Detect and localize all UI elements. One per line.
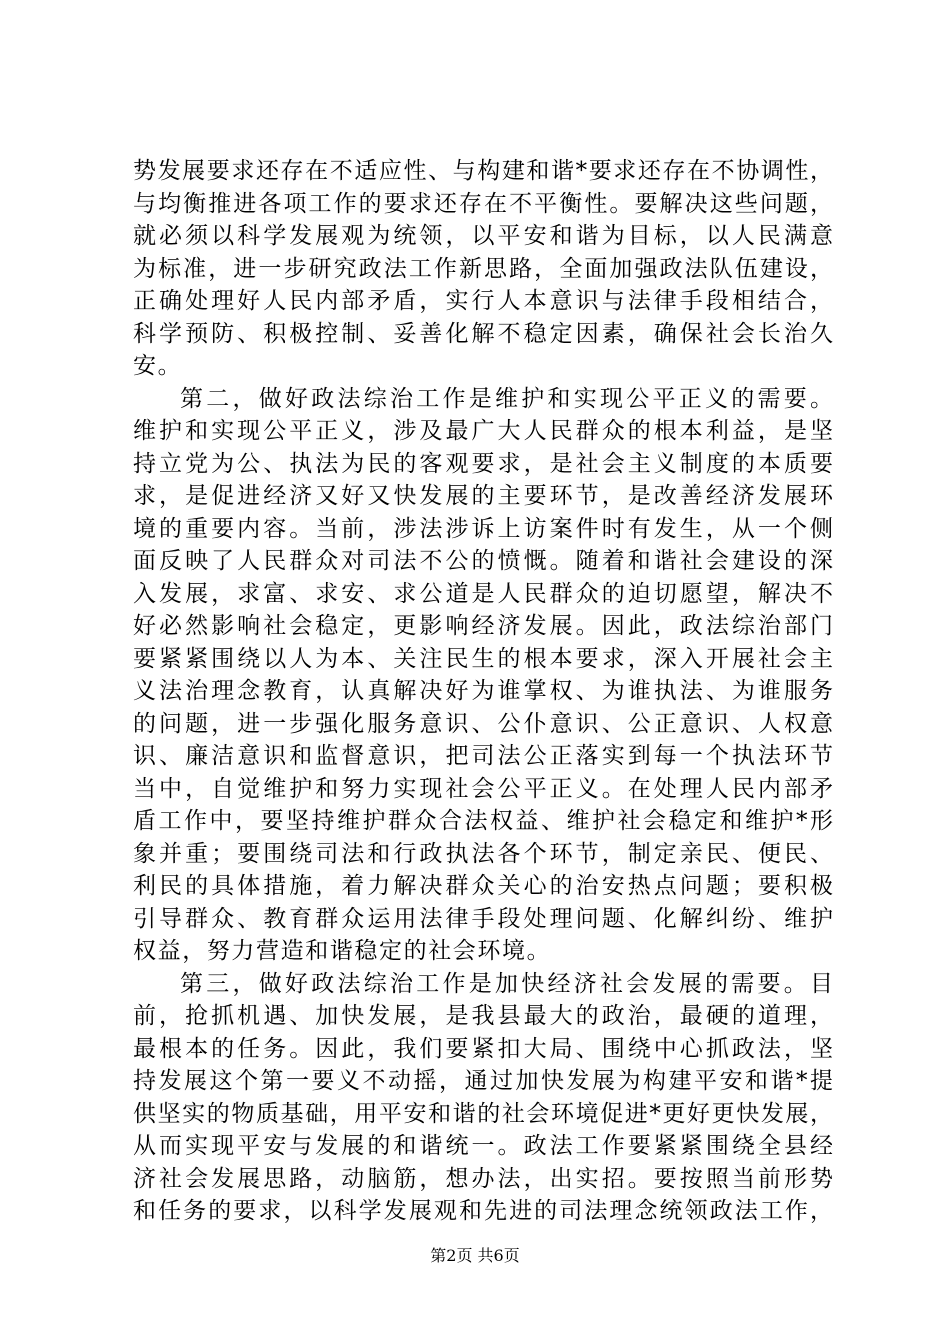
- text-line: 正确处理好人民内部矛盾，实行人本意识与法律手段相结合，: [133, 288, 833, 314]
- text-line: 持立党为公、执法为民的客观要求，是社会主义制度的本质要: [133, 450, 833, 477]
- page-number-footer: 第2页 共6页: [430, 1246, 520, 1265]
- text-line: 面反映了人民群众对司法不公的愤慨。随着和谐社会建设的深: [133, 548, 833, 574]
- text-line: 持发展这个第一要义不动摇，通过加快发展为构建平安和谐*提: [133, 1068, 833, 1094]
- text-line: 与均衡推进各项工作的要求还存在不平衡性。要解决这些问题，: [133, 190, 833, 217]
- text-line: 当中，自觉维护和努力实现社会公平正义。在处理人民内部矛: [133, 775, 833, 802]
- paragraph-start-line: 第二，做好政法综治工作是维护和实现公平正义的需要。: [180, 385, 833, 412]
- text-line: 济社会发展思路，动脑筋，想办法，出实招。要按照当前形势: [133, 1165, 833, 1192]
- text-line: 就必须以科学发展观为统领，以平安和谐为目标，以人民满意: [133, 223, 833, 249]
- text-line: 权益，努力营造和谐稳定的社会环境。: [133, 938, 552, 964]
- text-line: 利民的具体措施，着力解决群众关心的治安热点问题；要积极: [133, 873, 833, 899]
- text-line: 入发展，求富、求安、求公道是人民群众的迫切愿望，解决不: [133, 580, 833, 607]
- text-line: 势发展要求还存在不适应性、与构建和谐*要求还存在不协调性，: [133, 158, 833, 184]
- text-line: 为标准，进一步研究政法工作新思路，全面加强政法队伍建设，: [133, 255, 833, 282]
- text-line: 最根本的任务。因此，我们要紧扣大局、围绕中心抓政法，坚: [133, 1035, 833, 1062]
- text-line: 盾工作中，要坚持维护群众合法权益、维护社会稳定和维护*形: [133, 808, 833, 834]
- text-line: 求，是促进经济又好又快发展的主要环节，是改善经济发展环: [133, 483, 833, 509]
- text-line: 引导群众、教育群众运用法律手段处理问题、化解纠纷、维护: [133, 905, 833, 932]
- text-line: 从而实现平安与发展的和谐统一。政法工作要紧紧围绕全县经: [133, 1133, 833, 1159]
- text-line: 识、廉洁意识和监督意识，把司法公正落实到每一个执法环节: [133, 743, 833, 769]
- text-line: 和任务的要求，以科学发展观和先进的司法理念统领政法工作，: [133, 1198, 833, 1224]
- text-line: 象并重；要围绕司法和行政执法各个环节，制定亲民、便民、: [133, 840, 833, 867]
- text-line: 好必然影响社会稳定，更影响经济发展。因此，政法综治部门: [133, 613, 833, 639]
- text-line: 安。: [133, 353, 183, 379]
- text-line: 要紧紧围绕以人为本、关注民生的根本要求，深入开展社会主: [133, 645, 833, 672]
- text-line: 的问题，进一步强化服务意识、公仆意识、公正意识、人权意: [133, 710, 833, 737]
- text-line: 科学预防、积极控制、妥善化解不稳定因素，确保社会长治久: [133, 320, 833, 347]
- paragraph-start-line: 第三，做好政法综治工作是加快经济社会发展的需要。目: [180, 970, 833, 997]
- text-line: 维护和实现公平正义，涉及最广大人民群众的根本利益，是坚: [133, 418, 833, 444]
- document-body: [133, 155, 833, 1228]
- text-line: 义法治理念教育，认真解决好为谁掌权、为谁执法、为谁服务: [133, 678, 833, 704]
- text-line: 前，抢抓机遇、加快发展，是我县最大的政治，最硬的道理，: [133, 1003, 833, 1029]
- text-line: 境的重要内容。当前，涉法涉诉上访案件时有发生，从一个侧: [133, 515, 833, 542]
- text-line: 供坚实的物质基础，用平安和谐的社会环境促进*更好更快发展，: [133, 1100, 833, 1127]
